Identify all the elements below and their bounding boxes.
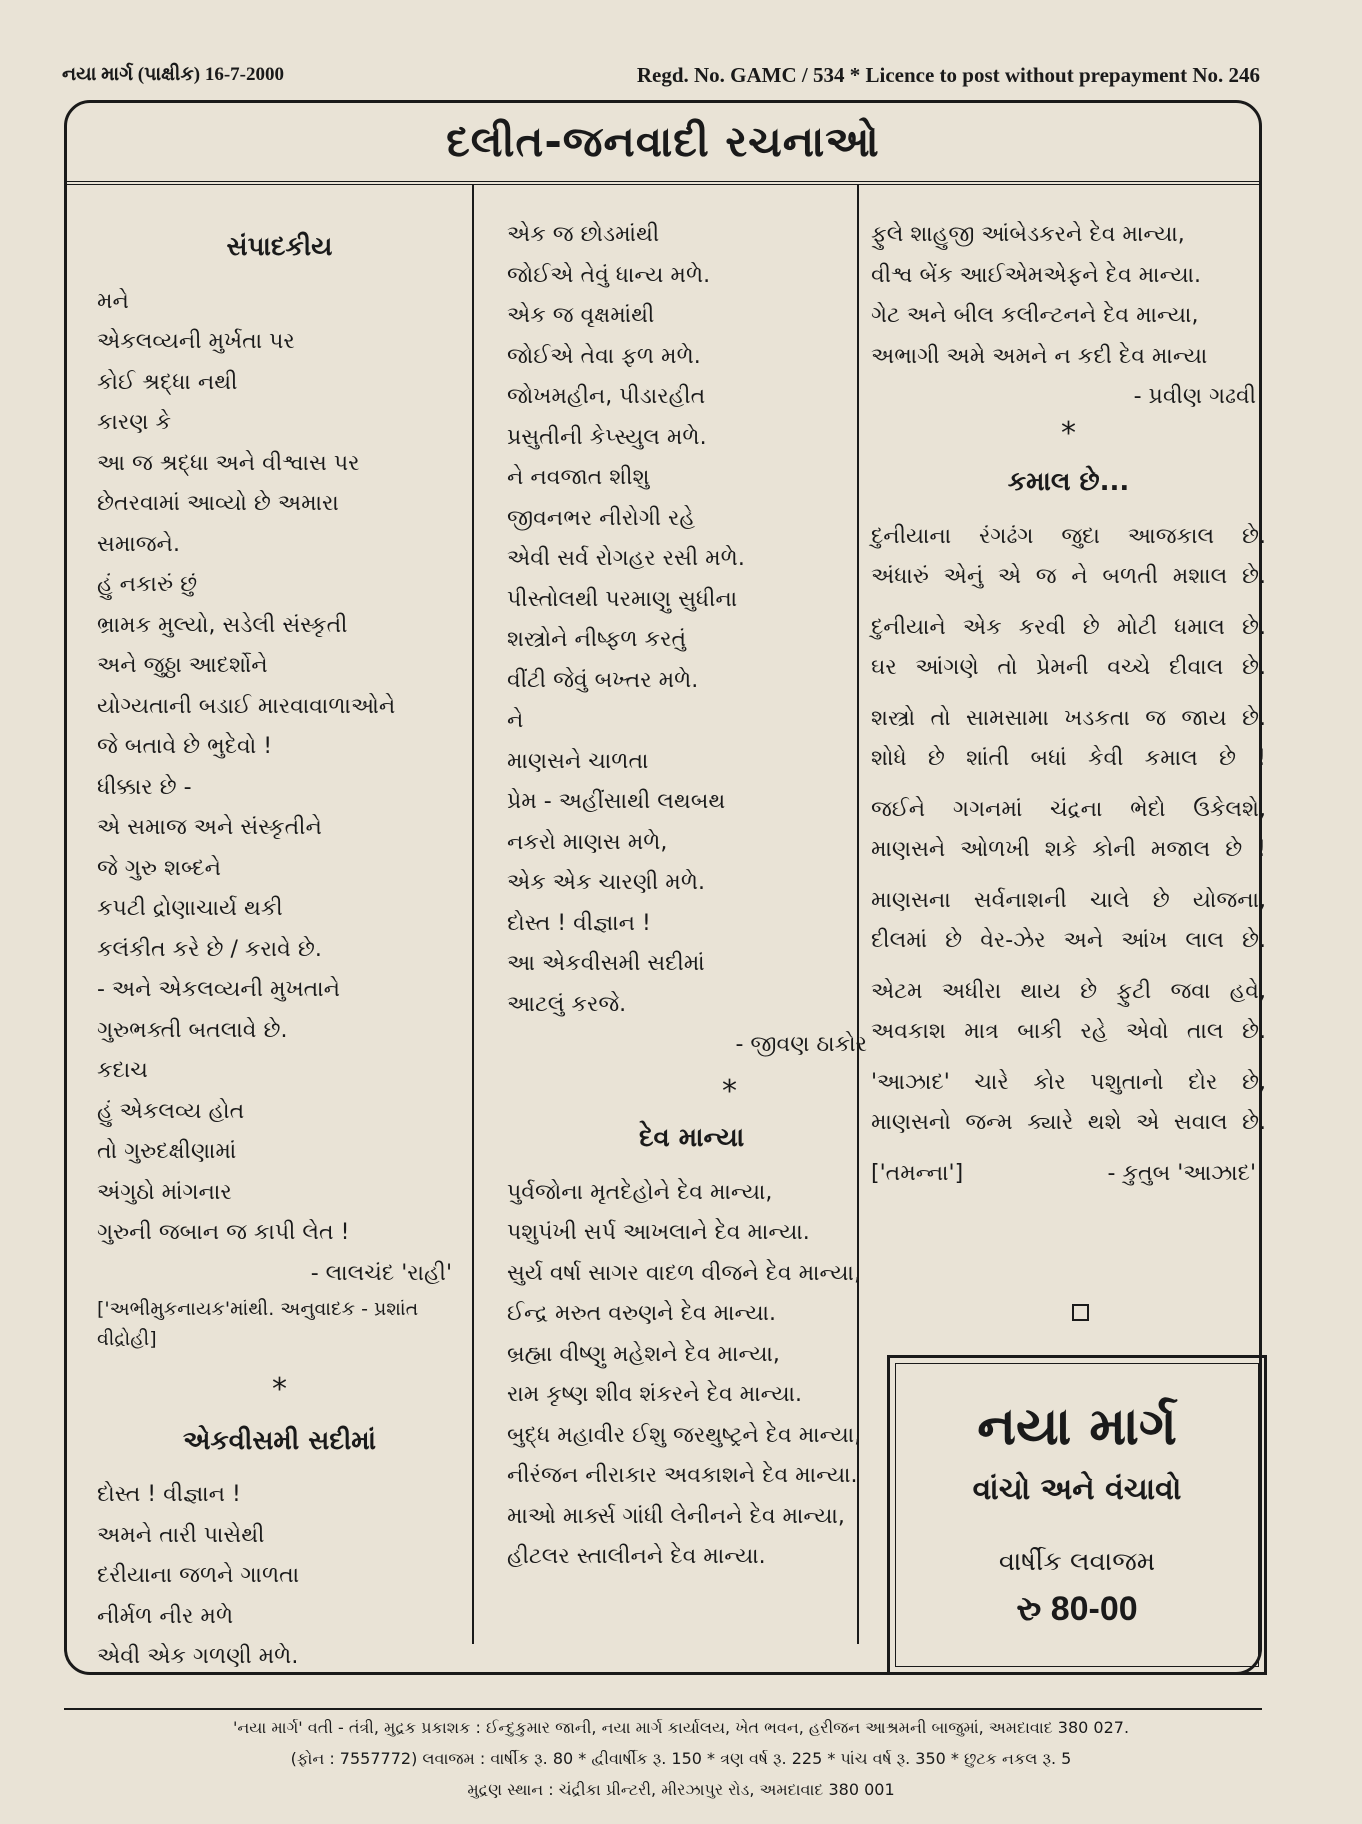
poem-line: એકલવ્યની મુર્ખતા પર xyxy=(97,329,295,354)
poem-line: પીસ્તોલથી પરમાણુ સુધીના xyxy=(507,586,738,612)
kamal-poem-source: ['તમન્ના'] xyxy=(871,1160,964,1186)
century-poem-body xyxy=(97,1475,462,1678)
poem-line: - અને એકલવ્યની મુખતાને xyxy=(97,977,341,1002)
poem-line: અંગુઠો માંગનાર xyxy=(97,1179,232,1205)
kamal-poem-body xyxy=(871,517,1266,1144)
poem-line: જે ગુરુ શબ્દને xyxy=(97,855,221,881)
column-3 xyxy=(871,215,1266,1194)
registration-info: Regd. No. GAMC / 534 * Licence to post without prepayment No. 246 xyxy=(636,62,1260,87)
poem-line: પશુપંખી સર્પ આખલાને દેવ માન્યા. xyxy=(507,1220,810,1245)
poem-line: ને xyxy=(507,708,524,733)
poem-stanza xyxy=(871,1063,1266,1144)
poem-line: ઈન્દ્ર મરુત વરુણને દેવ માન્યા. xyxy=(507,1301,776,1326)
banner xyxy=(67,103,1259,185)
poem-stanza xyxy=(871,881,1266,962)
century-poem-body-cont xyxy=(507,215,927,1025)
poem-line: એટમ અધીરા થાય છે ફુટી જવા હવે, xyxy=(871,978,1266,1004)
poem-stanza xyxy=(871,517,1266,598)
poem-line: શસ્ત્રો તો સામસામા ખડકતા જ જાય છે. xyxy=(871,705,1266,731)
footer-rule xyxy=(64,1708,1262,1710)
editorial-note: ['અભીમુકનાયક'માંથી. અનુવાદક - પ્રશાંત વીદ્રોહી] xyxy=(97,1298,419,1350)
subscription-ad-inner xyxy=(895,1363,1259,1667)
poem-line: શોધે છે શાંતી બધાં કેવી કમાલ છે ! xyxy=(871,746,1266,771)
poem-line: એવી સર્વ રોગહર રસી મળે. xyxy=(507,546,745,571)
end-square-icon xyxy=(1072,1304,1089,1321)
century-poem-author: - જીવણ ઠાકોર xyxy=(735,1032,867,1057)
dev-poem-heading: દેવ માન્યા xyxy=(639,1123,745,1153)
century-poem-heading: એકવીસમી સદીમાં xyxy=(182,1425,377,1456)
editorial-heading: સંપાદકીય xyxy=(226,232,333,262)
poem-line: ભ્રામક મુલ્યો, સડેલી સંસ્કૃતી xyxy=(97,612,348,638)
poem-line: દીલમાં છે વેર-ઝેર અને આંખ લાલ છે. xyxy=(871,928,1266,953)
poem-line: દરીયાના જળને ગાળતા xyxy=(97,1563,300,1588)
issue-info: નયા માર્ગ (પાક્ષીક) 16-7-2000 xyxy=(62,64,284,85)
poem-line: જોખમહીન, પીડારહીત xyxy=(507,384,706,409)
poem-line: માણસને ચાળતા xyxy=(507,748,649,774)
page-title: દલીત-જનવાદી રચનાઓ xyxy=(446,117,880,166)
poem-line: ગુરુની જબાન જ કાપી લેત ! xyxy=(97,1220,350,1245)
poem-line: કારણ કે xyxy=(97,410,172,435)
column-divider xyxy=(472,185,474,1644)
poem-line: દોસ્ત ! વીજ્ઞાન ! xyxy=(97,1482,241,1507)
poem-line: એક જ વૃક્ષમાંથી xyxy=(507,303,655,328)
poem-line: સુર્ય વર્ષા સાગર વાદળ વીજને દેવ માન્યા, xyxy=(507,1260,861,1286)
poem-stanza xyxy=(871,972,1266,1053)
separator-star: * xyxy=(1061,415,1076,451)
dev-poem-author: - પ્રવીણ ગઢવી xyxy=(1133,384,1256,409)
ad-price: રુ 80-00 xyxy=(1016,1590,1138,1628)
ad-title: નયા માર્ગ xyxy=(977,1397,1177,1457)
poem-line: કલંકીત કરે છે / કરાવે છે. xyxy=(97,936,322,962)
poem-line: હું નકારું છું xyxy=(97,572,198,597)
kamal-poem-footer xyxy=(871,1154,1266,1195)
poem-line: સમાજને. xyxy=(97,531,180,557)
dev-poem-body xyxy=(507,1173,927,1578)
poem-line: એ સમાજ અને સંસ્કૃતીને xyxy=(97,815,322,840)
poem-line: પ્રેમ - અહીંસાથી લથબથ xyxy=(507,789,726,814)
poem-line: રામ કૃષ્ણ શીવ શંકરને દેવ માન્યા. xyxy=(507,1382,803,1407)
poem-line: અભાગી અમે અમને ન કદી દેવ માન્યા xyxy=(871,343,1208,369)
poem-line: આટલું કરજે. xyxy=(507,991,627,1017)
poem-line: એવી એક ગળણી મળે. xyxy=(97,1644,299,1669)
poem-line: તો ગુરુદક્ષીણામાં xyxy=(97,1139,237,1164)
editorial-body xyxy=(97,282,462,1254)
poem-line: યોગ્યતાની બડાઈ મારવાવાળાઓને xyxy=(97,693,396,719)
poem-line: ધીક્કાર છે - xyxy=(97,774,192,800)
poem-line: ગુરુભક્તી બતલાવે છે. xyxy=(97,1017,288,1043)
column-2 xyxy=(507,215,927,1578)
poem-line: શસ્ત્રોને નીષ્ફળ કરતું xyxy=(507,627,687,652)
poem-line: 'આઝાદ' ચારે કોર પશુતાનો દોર છે, xyxy=(871,1069,1266,1095)
poem-line: વીંટી જેવું બખ્તર મળે. xyxy=(507,667,699,693)
poem-line: મને xyxy=(97,288,129,314)
poem-line: ને નવજાત શીશુ xyxy=(507,465,650,490)
separator-star: * xyxy=(272,1372,287,1407)
imprint-line-3: મુદ્રણ સ્થાન : ચંદ્રીકા પ્રીન્ટરી, મીરઝાપુર રોડ, અમદાવાદ 380 001 xyxy=(467,1780,895,1799)
poem-line: અને જુઠ્ઠા આદર્શોને xyxy=(97,653,268,678)
poem-line: એક જ છોડમાંથી xyxy=(507,222,660,247)
editorial-author: - લાલચંદ 'રાહી' xyxy=(310,1260,452,1286)
poem-line: વીશ્વ બેંક આઈએમએફને દેવ માન્યા. xyxy=(871,262,1201,288)
poem-line: કપટી દ્રોણાચાર્ય થકી xyxy=(97,896,283,921)
poem-line: જોઈએ તેવું ધાન્ય મળે. xyxy=(507,262,711,288)
imprint-line-1: 'નયા માર્ગ' વતી - તંત્રી, મુદ્રક પ્રકાશક : ઈન્દુકુમાર જાની, નયા માર્ગ કાર્યાલય, ખેત ભવન, હરીજન આશ્રમની બાજુમાં, અમદાવાદ 380 027. xyxy=(232,1718,1130,1737)
poem-line: બુદ્ધ મહાવીર ઈશુ જરથુષ્ટ્રને દેવ માન્યા, xyxy=(507,1422,862,1448)
poem-line: આ એકવીસમી સદીમાં xyxy=(507,951,705,976)
poem-line: કદાચ xyxy=(97,1058,148,1083)
poem-line: નીરંજન નીરાકાર અવકાશને દેવ માન્યા. xyxy=(507,1463,858,1488)
poem-line: માણસને ઓળખી શકે કોની મજાલ છે ! xyxy=(871,837,1266,862)
poem-line: હીટલર સ્તાલીનને દેવ માન્યા. xyxy=(507,1544,766,1569)
poem-line: ગેટ અને બીલ કલીન્ટનને દેવ માન્યા, xyxy=(871,303,1199,328)
column-1 xyxy=(97,221,462,1678)
ad-subtitle: વાંચો અને વંચાવો xyxy=(972,1472,1182,1507)
content-frame xyxy=(64,100,1266,1675)
poem-line: માઓ માર્ક્સ ગાંધી લેનીનને દેવ માન્યા, xyxy=(507,1503,845,1529)
poem-line: નીર્મળ નીર મળે xyxy=(97,1603,234,1629)
poem-line: એક એક ચારણી મળે. xyxy=(507,870,705,895)
poem-line: પ્રસુતીની કેપ્સ્યુલ મળે. xyxy=(507,424,707,450)
poem-line: નકરો માણસ મળે, xyxy=(507,829,668,855)
poem-line: જે બતાવે છે ભુદેવો ! xyxy=(97,734,273,759)
imprint-line-2: (ફોન : 7557772) લવાજમ : વાર્ષીક રૂ. 80 * દ્વીવાર્ષીક રૂ. 150 * ત્રણ વર્ષ રૂ. 225 * પાંચ વર્ષ રૂ. 350 * છુટક નકલ રૂ. 5 xyxy=(290,1749,1072,1768)
page-header xyxy=(62,60,1260,90)
poem-line: માણસના સર્વનાશની ચાલે છે યોજના, xyxy=(871,887,1266,913)
poem-line: આ જ શ્રદ્ધા અને વીશ્વાસ પર xyxy=(97,450,360,476)
kamal-poem-heading: કમાલ છે... xyxy=(1007,467,1130,497)
poem-stanza xyxy=(871,608,1266,689)
poem-line: દુનીયાને એક કરવી છે મોટી ધમાલ છે. xyxy=(871,614,1266,640)
poem-line: દોસ્ત ! વીજ્ઞાન ! xyxy=(507,910,651,936)
poem-line: અંધારું એનું એ જ ને બળતી મશાલ છે. xyxy=(871,564,1266,589)
poem-line: હું એકલવ્ય હોત xyxy=(97,1098,245,1124)
poem-line: પુર્વજોના મૃતદેહોને દેવ માન્યા, xyxy=(507,1179,773,1205)
poem-stanza xyxy=(871,699,1266,780)
poem-line: જઈને ગગનમાં ચંદ્રના ભેદો ઉકેલશે, xyxy=(871,796,1266,822)
poem-line: ઘર આંગણે તો પ્રેમની વચ્ચે દીવાલ છે. xyxy=(871,655,1266,680)
poem-line: જીવનભર નીરોગી રહે xyxy=(507,505,696,531)
separator-star: * xyxy=(722,1073,737,1109)
dev-poem-body-cont xyxy=(871,215,1266,377)
poem-line: અવકાશ માત્ર બાકી રહે એવો તાલ છે. xyxy=(871,1019,1266,1044)
poem-stanza xyxy=(871,790,1266,871)
poem-line: જોઈએ તેવા ફળ મળે. xyxy=(507,343,701,369)
poem-line: ફુલે શાહુજી આંબેડકરને દેવ માન્યા, xyxy=(871,222,1185,247)
kamal-poem-author: - કુતુબ 'આઝાદ' xyxy=(1107,1160,1256,1186)
poem-line: માણસનો જન્મ ક્યારે થશે એ સવાલ છે. xyxy=(871,1110,1266,1135)
poem-line: કોઈ શ્રદ્ધા નથી xyxy=(97,369,238,395)
subscription-ad-box xyxy=(887,1355,1267,1675)
poem-line: અમને તારી પાસેથી xyxy=(97,1522,265,1548)
poem-line: બ્રહ્મા વીષ્ણુ મહેશને દેવ માન્યા, xyxy=(507,1341,780,1367)
poem-line: છેતરવામાં આવ્યો છે અમારા xyxy=(97,491,339,516)
poem-line: દુનીયાના રંગઢંગ જુદા આજકાલ છે. xyxy=(871,523,1266,549)
imprint-footer xyxy=(0,1712,1362,1805)
ad-subscription-label: વાર્ષીક લવાજમ xyxy=(998,1547,1156,1577)
